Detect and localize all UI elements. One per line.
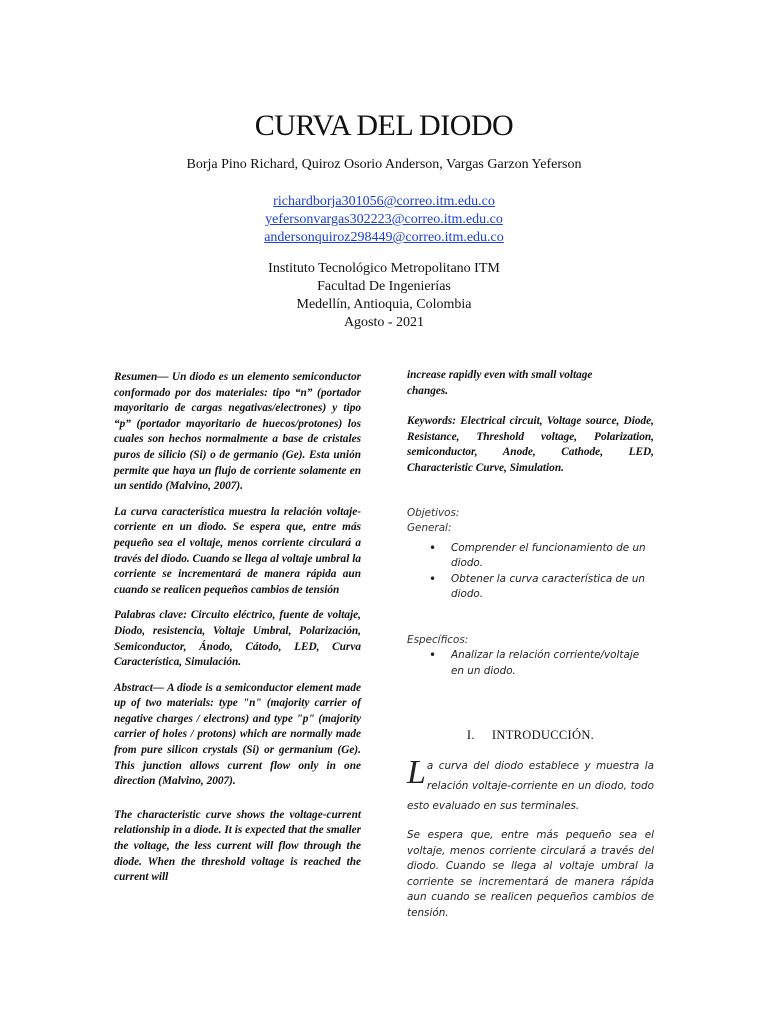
section-heading-introduccion: I. INTRODUCCIÓN.: [466, 728, 595, 742]
institution-name: Instituto Tecnológico Metropolitano ITM: [268, 261, 500, 276]
list-item: [407, 541, 654, 572]
objective-text: Analizar la relación corriente/voltaje en un diodo.: [451, 649, 640, 677]
characteristic-curve-paragraph: The characteristic curve shows the voltage-current relationship in a diode. It is expected that the smaller the voltage, the less current will flow through the diode. When the threshold voltage is reached the current will: [114, 808, 361, 884]
left-column: [114, 370, 361, 886]
email-link-anderson[interactable]: andersonquiroz298449@correo.itm.edu.co: [264, 230, 504, 245]
affiliation-block: [0, 260, 768, 332]
email-link-richard[interactable]: richardborja301056@correo.itm.edu.co: [273, 194, 495, 209]
author-list: Borja Pino Richard, Quiroz Osorio Anderson, Vargas Garzon Yeferson: [186, 157, 582, 172]
bullet-icon: •: [429, 648, 437, 663]
intro-paragraph-1: [407, 756, 654, 816]
intro-text-1: a curva del diodo establece y muestra la relación voltaje-corriente en un diodo, todo esto evaluado en sus terminales.: [407, 760, 654, 812]
intro-paragraph-2: Se espera que, entre más pequeño sea el voltaje, menos corriente circulará a través del diodo. Cuando se llega al voltaje umbral la corriente se incrementará de manera rápida aun cuando se realicen pequeños cambios de tensión.: [407, 829, 654, 919]
palabras-clave-paragraph: Palabras clave: Circuito eléctrico, fuente de voltaje, Diodo, resistencia, Voltaje Umbral, Polarización, Semiconductor, Ánodo, Cátodo, LED, Curva Característica, Simulación.: [114, 609, 361, 669]
email-list: [0, 193, 768, 247]
list-item: [407, 648, 654, 679]
abstract-paragraph: Abstract— A diode is a semiconductor element made up of two materials: type "n" (majority carrier of negative charges / electrons) and type "p" (majority carrier of holes / protons) which are normally made from pure silicon crystals (Si) or germanium (Ge). This junction allows current flow only in one direction (Malvino, 2007).: [114, 681, 361, 788]
objective-text: Obtener la curva característica de un diodo.: [451, 572, 646, 601]
list-item: [407, 572, 654, 603]
faculty-name: Facultad De Ingenierías: [317, 279, 451, 294]
objetivos-heading: Objetivos:: [407, 506, 460, 519]
paper-title: CURVA DEL DIODO: [254, 109, 514, 142]
right-column: [407, 368, 654, 679]
drop-cap: L: [407, 754, 426, 791]
bullet-icon: •: [429, 540, 437, 555]
date: Agosto - 2021: [343, 315, 425, 330]
specific-objectives-list: [407, 648, 654, 679]
general-heading: General:: [407, 522, 452, 535]
objective-text: Comprender el funcionamiento de un diodo.: [451, 541, 646, 570]
email-link-yeferson[interactable]: yefersonvargas302223@correo.itm.edu.co: [265, 212, 503, 227]
curva-paragraph: La curva característica muestra la relación voltaje-corriente en un diodo. Se espera que, entre más pequeño sea el voltaje, menos corriente circulará a través del diodo. Cuando se llega al voltaje umbral la corriente se incrementará de manera rápida aun cuando se realicen pequeños cambios de tensión: [114, 505, 361, 596]
bullet-icon: •: [429, 571, 437, 586]
location: Medellín, Antioquia, Colombia: [296, 297, 472, 312]
keywords-paragraph: Keywords: Electrical circuit, Voltage source, Diode, Resistance, Threshold voltage, Polarization, semiconductor, Anode, Cathode, LED, Characteristic Curve, Simulation.: [407, 415, 654, 474]
general-objectives-list: [407, 541, 654, 603]
especificos-heading: Específicos:: [407, 633, 469, 646]
resumen-paragraph: Resumen— Un diodo es un elemento semiconductor conformado por dos materiales: tipo “n” (portador mayoritario de cargas negativas/electrones) y tipo “p” (portador mayoritario de huecos/protones) los cuales son hechos normalmente a base de cristales puros de silicio (Si) o de germanio (Ge). Esta unión permite que haya un flujo de corriente solamente en un sentido (Malvino, 2007).: [114, 371, 361, 493]
introduction-body: [407, 756, 654, 921]
abstract-continuation: increase rapidly even with small voltage changes.: [407, 369, 593, 397]
